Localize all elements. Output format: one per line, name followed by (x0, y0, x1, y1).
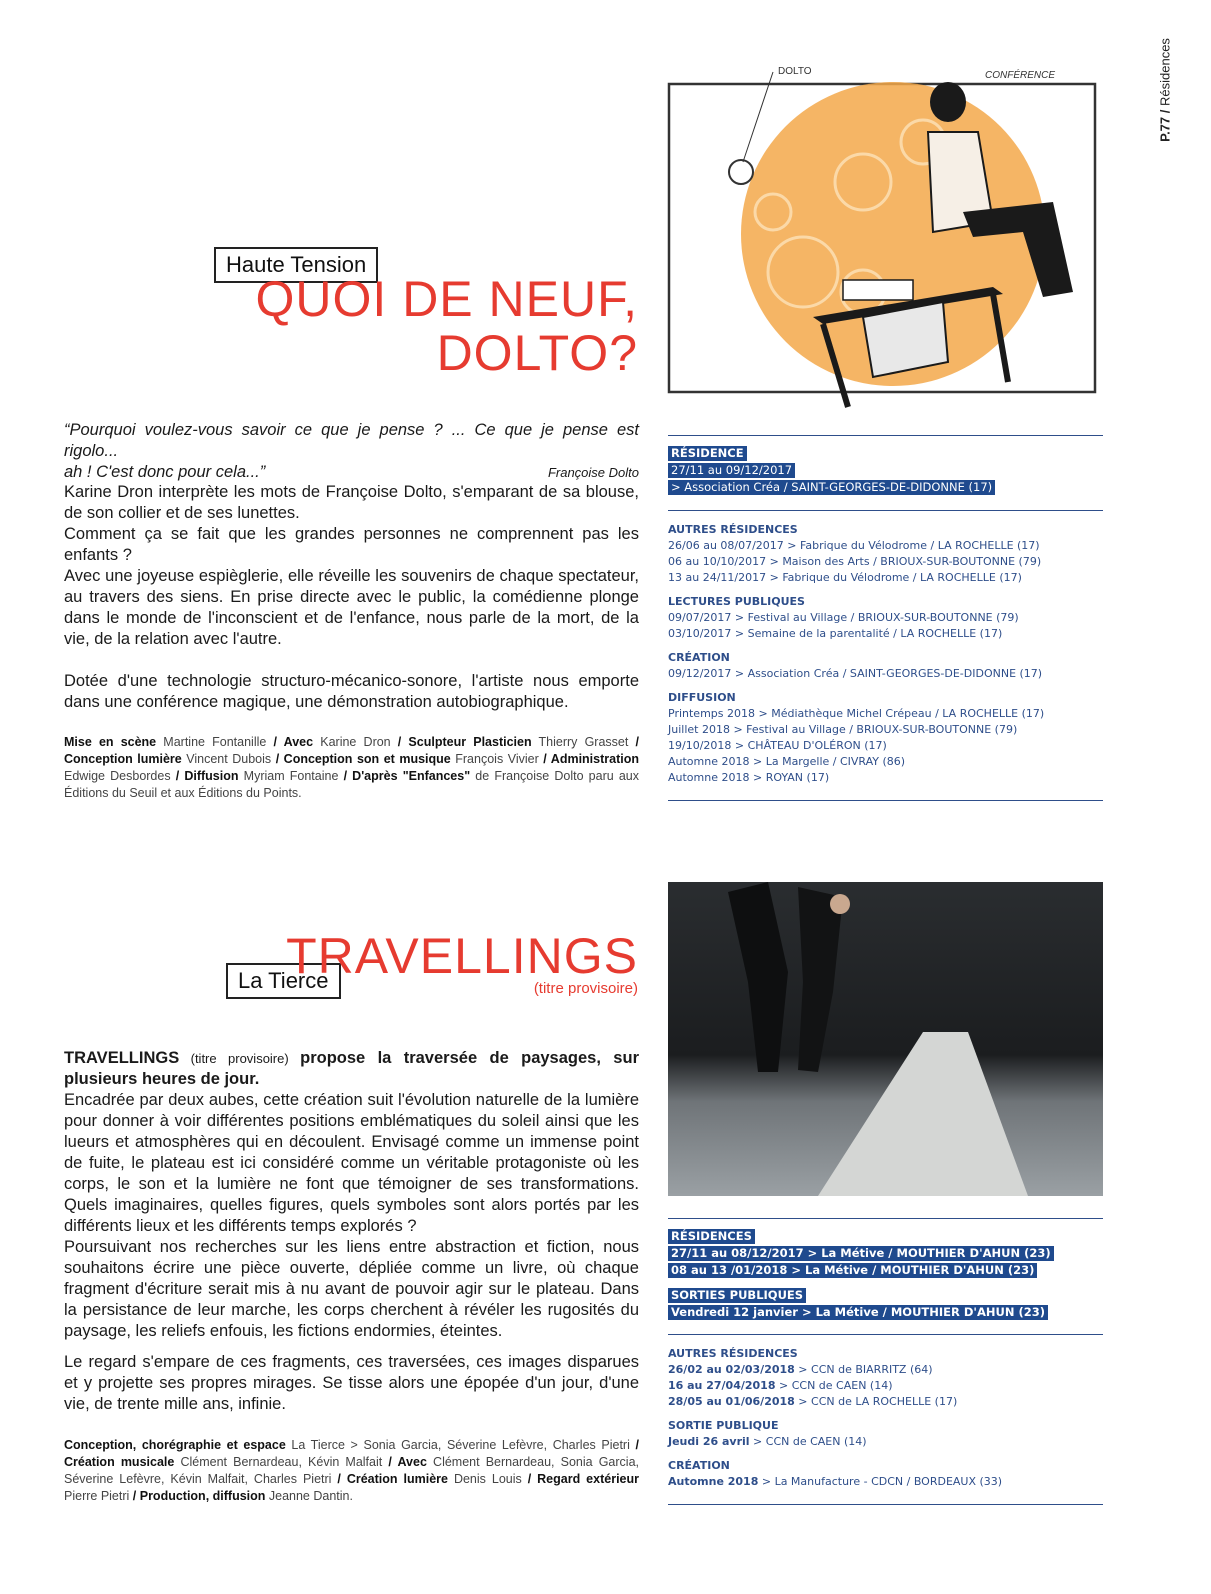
section-name: Résidences (1157, 38, 1173, 107)
show-title-travellings (240, 928, 638, 984)
company-name: Haute Tension (226, 252, 367, 277)
folio-separator: / (1157, 106, 1173, 117)
lead-text: propose la traversée de paysages, sur plusieurs heures de jour. (64, 1049, 639, 1088)
title-text: TRAVELLINGS (286, 928, 638, 984)
group-title: SORTIE PUBLIQUE (668, 1419, 779, 1432)
residence-label: RÉSIDENCE (668, 446, 747, 461)
dolto-residence-block (668, 446, 1103, 497)
show-subtitle: (titre provisoire) (533, 980, 638, 997)
page-folio (1142, 20, 1188, 160)
travellings-description (64, 1048, 639, 1415)
quote-line-1: “Pourquoi voulez-vous savoir ce que je pense ? ... Ce que je pense est rigolo... (64, 421, 639, 460)
pendulum-ball (729, 160, 753, 184)
title-line-1: QUOI DE NEUF, (255, 271, 638, 327)
travellings-residence-block (668, 1229, 1103, 1322)
paragraph: Encadrée par deux aubes, cette création suit l'évolution naturelle de la lumière pour donner à voir différentes positions emblématiques du soleil ainsi que les lueurs et atmosphères qui en découlent. Envisagé comme un immense point de fuite, le plateau est ici considéré comme un véritable protagoniste où les corps, le son et la lumière ne font que témoigner de ses transformations. Quels imaginaires, quelles figures, quels symboles sont alors portés par les différents lieux et les différents temps explorés ? (64, 1091, 639, 1235)
group-title: CRÉATION (668, 1459, 730, 1472)
dolto-illustration (663, 62, 1103, 412)
residence-line: 08 au 13 /01/2018 > La Métive / MOUTHIER D'AHUN (23) (668, 1263, 1037, 1278)
group-title: AUTRES RÉSIDENCES (668, 1347, 798, 1360)
divider (668, 435, 1103, 436)
figure-head (930, 82, 966, 122)
residences-label: RÉSIDENCES (668, 1229, 755, 1244)
title-line-2: DOLTO? (436, 325, 638, 381)
travellings-dates-list: AUTRES RÉSIDENCES 26/02 au 02/03/2018 > CCN de BIARRITZ (64) 16 au 27/04/2018 > CCN de CAEN (14) 28/05 au 01/06/2018 > CCN de LA ROCHELLE (17) SORTIE PUBLIQUE Jeudi 26 avril > CCN de CAEN (14) CRÉATION Automne 2018 > La Manufacture - CDCN / BORDEAUX (33) (668, 1334, 1103, 1490)
residence-line: 27/11 au 08/12/2017 > La Métive / MOUTHIER D'AHUN (23) (668, 1246, 1054, 1261)
divider (668, 1504, 1103, 1505)
group-title: LECTURES PUBLIQUES (668, 595, 805, 608)
paragraph: Poursuivant nos recherches sur les liens entre abstraction et fiction, nous souhaitons écrire une pièce ouverte, dépliée comme un livre, où chaque fragment d'écriture serait mis à nu avant de pouvoir agir sur le plateau. Dans la persistance de leur marche, les corps cherchent à révéler les rugosités du paysage, les reliefs enfouis, les fictions endormies, éteintes. (64, 1238, 639, 1340)
residence-line: > Association Créa / SAINT-GEORGES-DE-DIDONNE (17) (668, 480, 995, 495)
travellings-photo (668, 882, 1103, 1196)
dolto-description (64, 482, 639, 713)
lead-note: (titre provisoire) (179, 1051, 301, 1066)
page-number: P.77 (1157, 116, 1173, 142)
quote-line-2: ah ! C'est donc pour cela...” (64, 463, 266, 481)
paragraph: Karine Dron interprète les mots de Françoise Dolto, s'emparant de sa blouse, de son collier et de ses lunettes. (64, 483, 639, 522)
company-name: La Tierce (238, 968, 329, 993)
paragraph: Comment ça se fait que les grandes personnes ne comprennent pas les enfants ? (64, 525, 639, 564)
paragraph: Dotée d'une technologie structuro-mécanico-sonore, l'artiste nous emporte dans une conférence magique, une démonstration autobiographique. (64, 672, 639, 711)
paragraph: Avec une joyeuse espièglerie, elle réveille les souvenirs de chaque spectateur, au travers des siens. En prise directe avec le public, la comédienne plonge dans le monde de l'inconscient et de l'enfance, nous parle de la mort, de la vie, de la relation avec l'autre. (64, 567, 639, 648)
dolto-dates-list: AUTRES RÉSIDENCES 26/06 au 08/07/2017 > Fabrique du Vélodrome / LA ROCHELLE (17) 06 au 10/10/2017 > Maison des Arts / BRIOUX-SUR-BOUTONNE (79) 13 au 24/11/2017 > Fabrique du Vélodrome / LA ROCHELLE (17) LECTURES PUBLIQUES 09/07/2017 > Festival au Village / BRIOUX-SUR-BOUTONNE (79) 03/10/2017 > Semaine de la parentalité / LA ROCHELLE (17) CRÉATION 09/12/2017 > Association Créa / SAINT-GEORGES-DE-DIDONNE (17) DIFFUSION Printemps 2018 > Médiathèque Michel Crépeau / LA ROCHELLE (17) Juillet 2018 > Festival au Village / BRIOUX-SUR-BOUTONNE (79) 19/10/2018 > CHÂTEAU D'OLÉRON (17) Automne 2018 > La Margelle / CIVRAY (86) Automne 2018 > ROYAN (17) (668, 510, 1103, 786)
label-conference: CONFÉRENCE (985, 70, 1056, 81)
lead-title: TRAVELLINGS (64, 1049, 180, 1067)
group-title: AUTRES RÉSIDENCES (668, 523, 798, 536)
group-title: DIFFUSION (668, 691, 736, 704)
divider (668, 800, 1103, 801)
travellings-credits: Conception, chorégraphie et espace La Tierce > Sonia Garcia, Séverine Lefèvre, Charles Pietri / Création musicale Clément Bernardeau, Kévin Malfait / Avec Clément Bernardeau, Sonia Garcia, Séverine Lefèvre, Kévin Malfait, Charles Pietri / Création lumière Denis Louis / Regard extérieur Pierre Pietri / Production, diffusion Jeanne Dantin. (64, 1438, 640, 1503)
residence-line: 27/11 au 09/12/2017 (668, 463, 795, 478)
show-title-dolto (240, 272, 638, 380)
sortie-line: Vendredi 12 janvier > La Métive / MOUTHIER D'AHUN (23) (668, 1305, 1048, 1320)
quote-author: Françoise Dolto (547, 465, 639, 480)
quote (64, 420, 639, 483)
book (843, 280, 913, 300)
label-dolto: DOLTO (778, 66, 812, 77)
paragraph: Le regard s'empare de ces fragments, ces traversées, ces images disparues et y projette ses propres mirages. Se tisse alors une épopée d'un jour, d'une vie, de trente mille ans, infinie. (64, 1353, 639, 1413)
dolto-credits: Mise en scène Martine Fontanille / Avec Karine Dron / Sculpteur Plasticien Thierry Grasset / Conception lumière Vincent Dubois / Conception son et musique François Vivier / Administration Edwige Desbordes / Diffusion Myriam Fontaine / D'après "Enfances" de Françoise Dolto paru aux Éditions du Seuil et aux Éditions du Points. (64, 735, 639, 800)
divider (668, 1218, 1103, 1219)
sorties-label: SORTIES PUBLIQUES (668, 1288, 806, 1303)
group-title: CRÉATION (668, 651, 730, 664)
